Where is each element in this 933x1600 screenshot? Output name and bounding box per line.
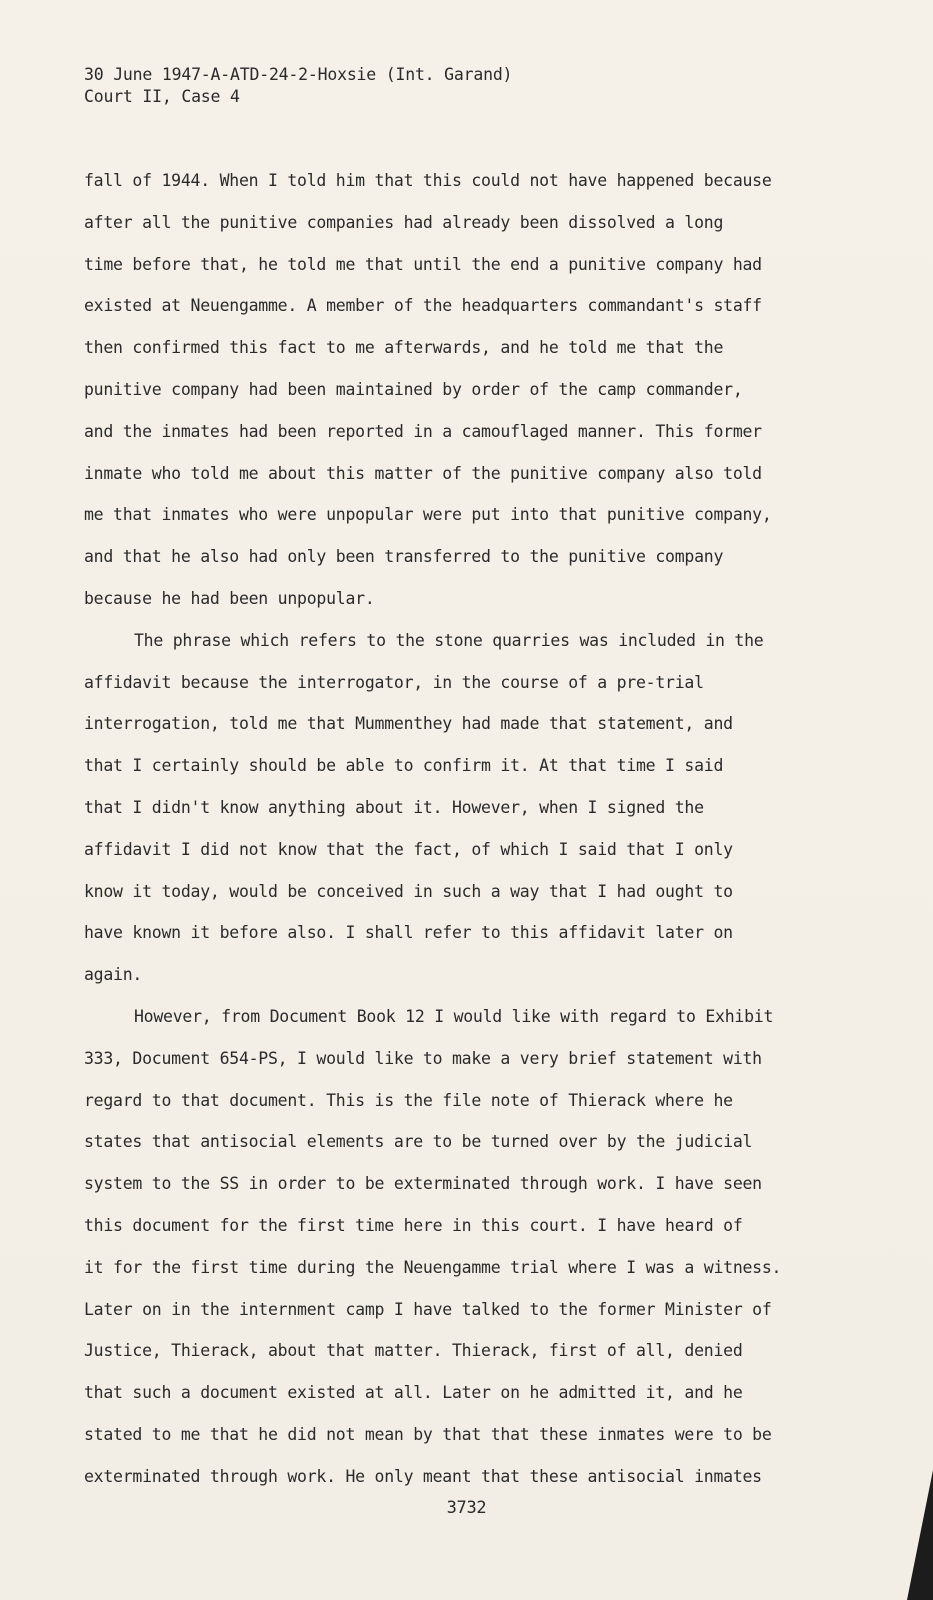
body-line: it for the first time during the Neuengamme trial where I was a witness.: [84, 1257, 782, 1277]
body-line: 333, Document 654-PS, I would like to make a very brief statement with: [84, 1048, 762, 1068]
body-line: and that he also had only been transferred to the punitive company: [84, 547, 724, 567]
document-header: [84, 64, 512, 108]
body-line: regard to that document. This is the file note of Thierack where he: [84, 1090, 733, 1110]
header-line-1: 30 June 1947-A-ATD-24-2-Hoxsie (Int. Garand): [84, 65, 513, 84]
body-line: states that antisocial elements are to be turned over by the judicial: [84, 1132, 753, 1152]
body-line: because he had been unpopular.: [84, 588, 375, 608]
document-body: [84, 168, 884, 1506]
scan-page-edge: [907, 1470, 933, 1600]
body-line: stated to me that he did not mean by that that these inmates were to be: [84, 1424, 772, 1444]
body-line: Justice, Thierack, about that matter. Thierack, first of all, denied: [84, 1341, 743, 1361]
header-line-2: Court II, Case 4: [84, 87, 240, 106]
body-line: Later on in the internment camp I have talked to the former Minister of: [84, 1299, 772, 1319]
body-line: system to the SS in order to be exterminated through work. I have seen: [84, 1174, 762, 1194]
body-line: time before that, he told me that until the end a punitive company had: [84, 254, 762, 274]
body-line: then confirmed this fact to me afterwards, and he told me that the: [84, 338, 724, 358]
body-line: exterminated through work. He only meant that these antisocial inmates: [84, 1466, 762, 1486]
body-line: that I certainly should be able to confirm it. At that time I said: [84, 756, 724, 776]
body-line: interrogation, told me that Mummenthey had made that statement, and: [84, 714, 733, 734]
body-line: punitive company had been maintained by order of the camp commander,: [84, 379, 743, 399]
body-line: inmate who told me about this matter of the punitive company also told: [84, 463, 762, 483]
body-line: have known it before also. I shall refer to this affidavit later on: [84, 923, 733, 943]
body-line: after all the punitive companies had already been dissolved a long: [84, 212, 724, 232]
body-line: and the inmates had been reported in a camouflaged manner. This former: [84, 421, 762, 441]
page-number: 3732: [446, 1498, 487, 1518]
body-line: The phrase which refers to the stone quarries was included in the: [134, 630, 764, 650]
body-line: affidavit I did not know that the fact, of which I said that I only: [84, 839, 733, 859]
body-line: again.: [84, 965, 143, 985]
body-line: that I didn't know anything about it. However, when I signed the: [84, 797, 704, 817]
body-line: that such a document existed at all. Later on he admitted it, and he: [84, 1383, 743, 1403]
body-line: know it today, would be conceived in such a way that I had ought to: [84, 881, 733, 901]
body-line: However, from Document Book 12 I would like with regard to Exhibit: [134, 1006, 774, 1026]
body-line: this document for the first time here in this court. I have heard of: [84, 1215, 743, 1235]
body-line: fall of 1944. When I told him that this could not have happened because: [84, 171, 772, 190]
body-line: existed at Neuengamme. A member of the headquarters commandant's staff: [84, 296, 762, 316]
body-line: me that inmates who were unpopular were put into that punitive company,: [84, 505, 772, 525]
body-line: affidavit because the interrogator, in the course of a pre-trial: [84, 672, 704, 692]
